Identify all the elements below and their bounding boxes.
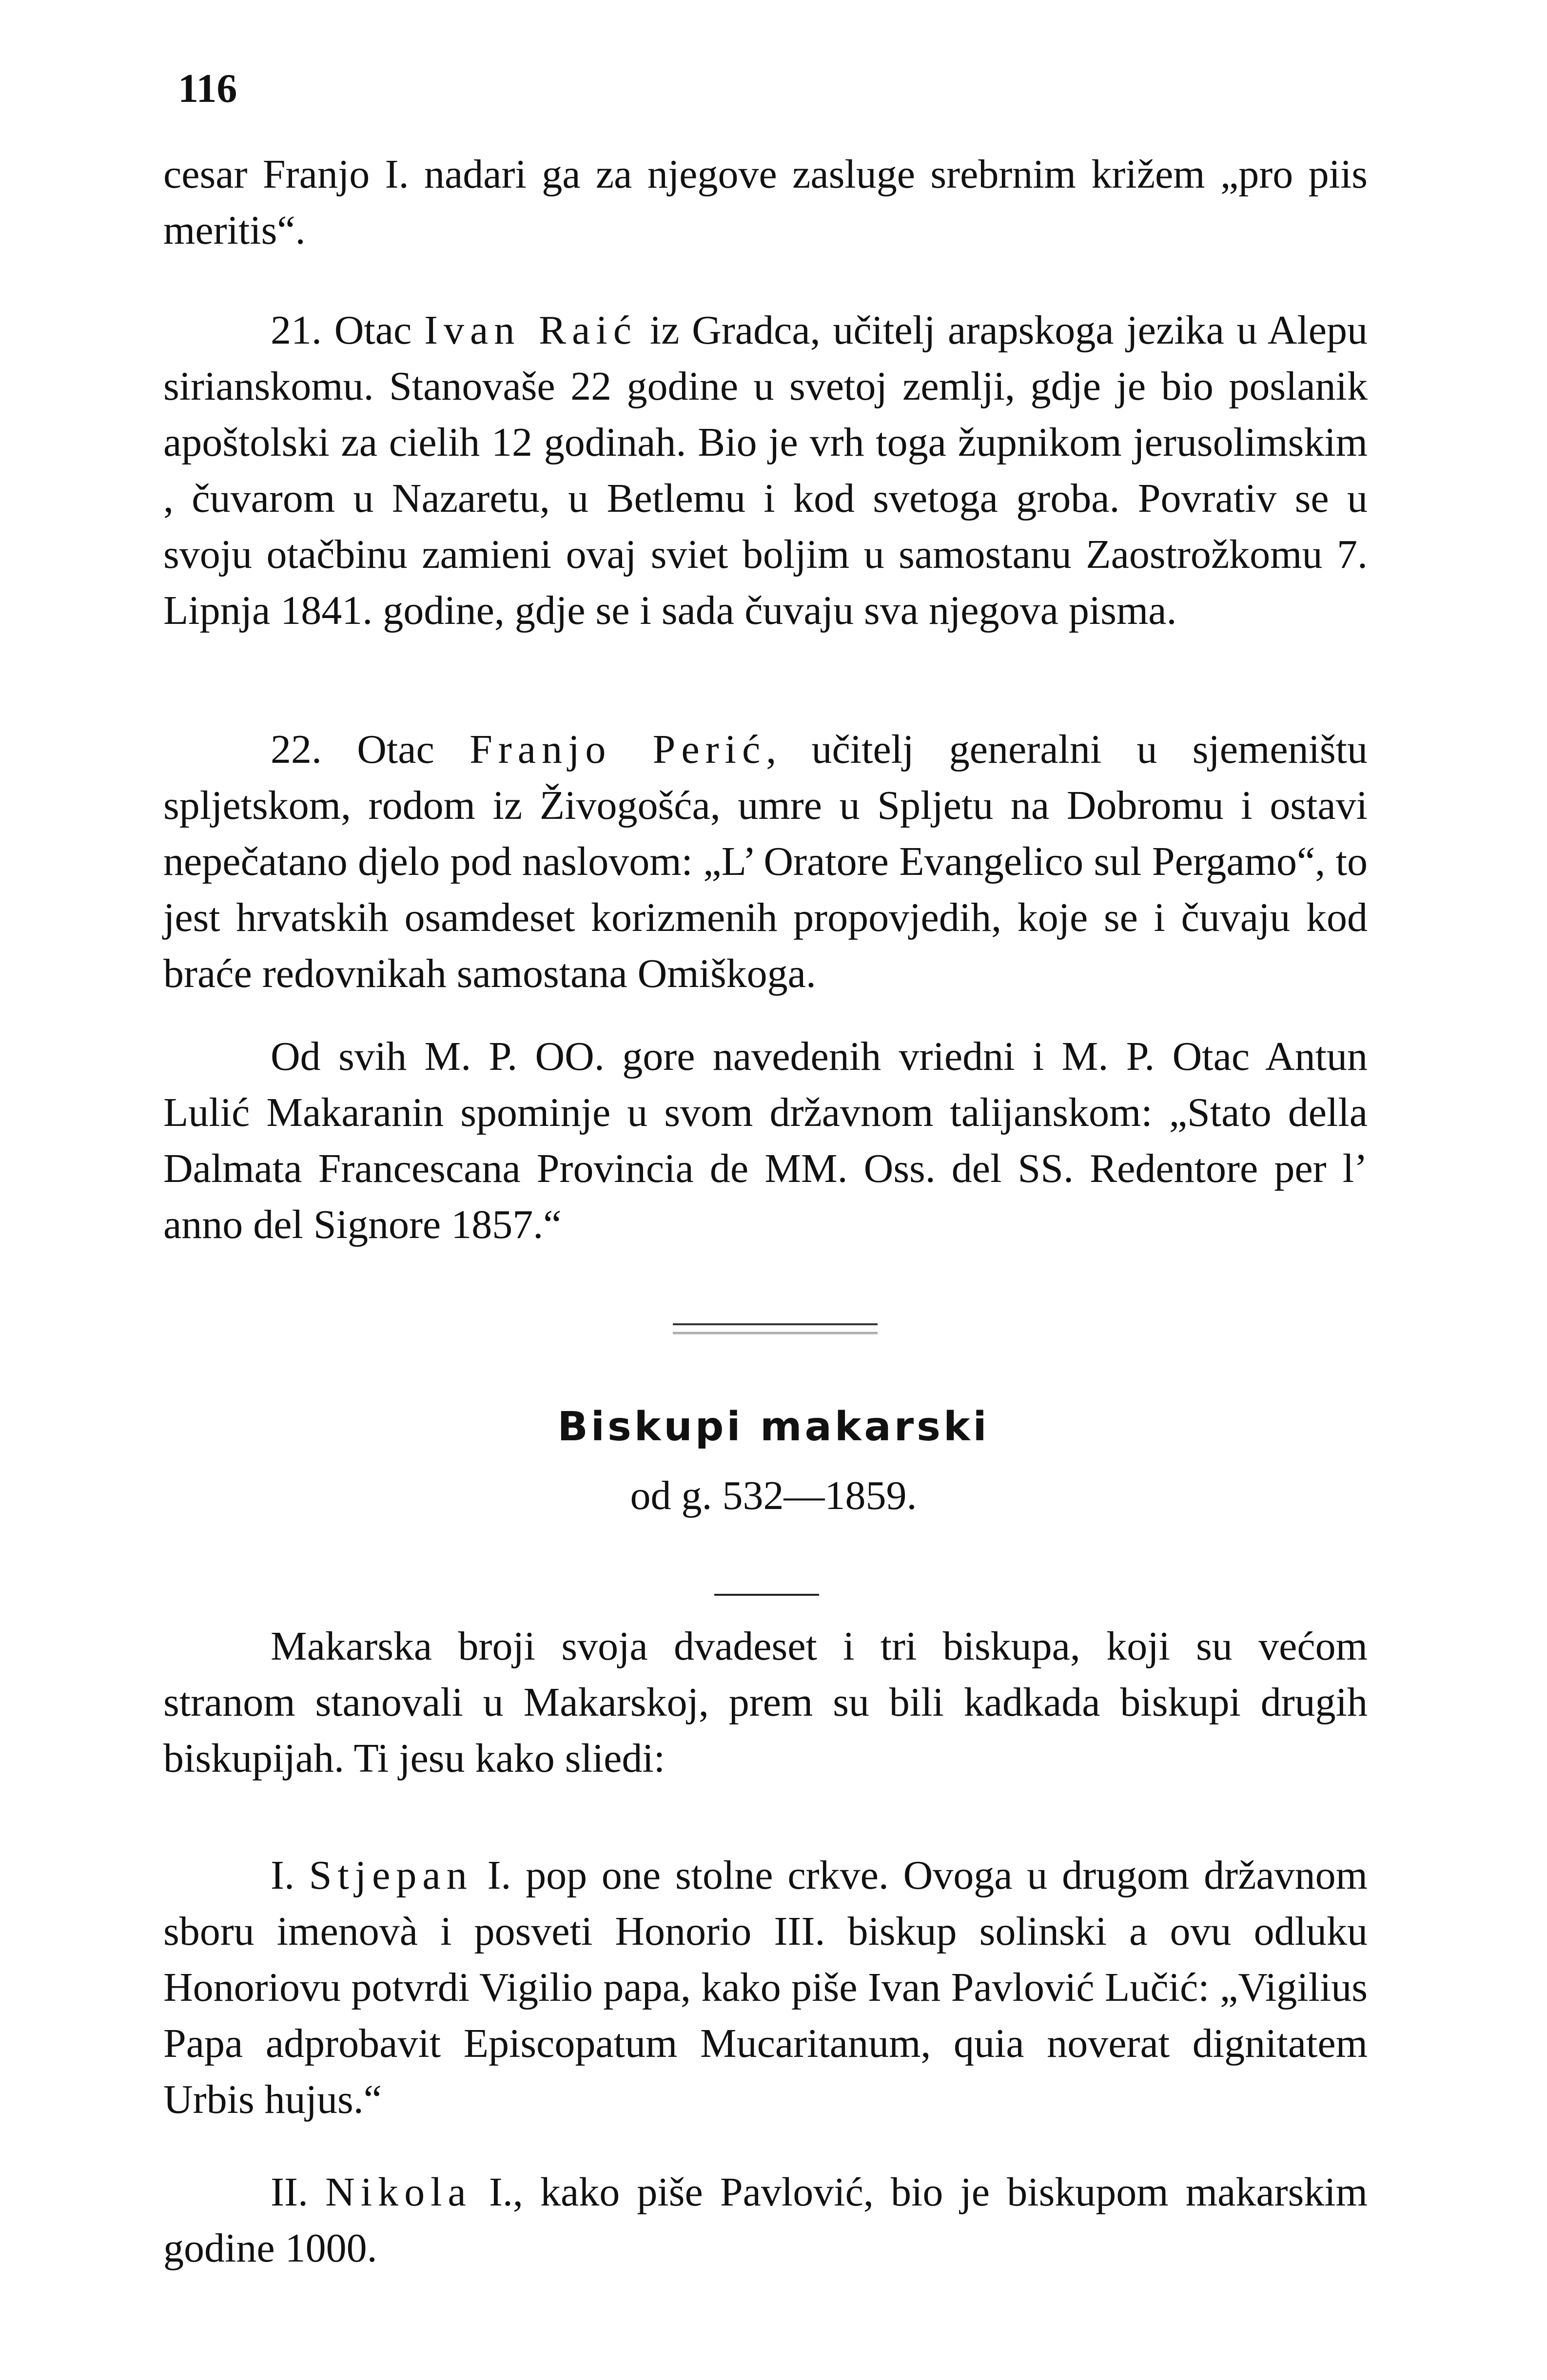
paragraph-text: Makarska broji svoja dvadeset i tri biskupa, koji su većom stranom stanovali u Makarskoj, prem su bili kadkada biskupi drugih biskupijah. Ti jesu kako sliedi: xyxy=(163,1624,1368,1781)
entry-number: II. xyxy=(271,2169,326,2215)
section-subtitle: od g. 532—1859. xyxy=(630,1473,917,1518)
entry-name: Franjo Perić xyxy=(470,727,766,772)
entry-21 xyxy=(163,302,1368,639)
entry-number: I. xyxy=(271,1853,309,1898)
entry-22 xyxy=(163,721,1368,1002)
entry-number: 22. Otac xyxy=(271,727,470,772)
entry-text: , učitelj generalni u sjemeništu spljetskom, rodom iz Živogošća, umre u Spljetu na Dobromu i ostavi nepečatano djelo pod naslovom: „L’ Oratore Evangelico sul Pergamo“, to jest hrvatskih osamdeset korizmenih propovjedih, koje se i čuvaju kod braće redovnikah samostana Omiškoga. xyxy=(163,727,1368,996)
ornamental-divider xyxy=(673,1323,878,1334)
entry-text: I., kako piše Pavlović, bio je biskupom makarskim godine 1000. xyxy=(163,2169,1368,2271)
entry-name: Stjepan xyxy=(309,1853,473,1898)
entry-name: Nikola xyxy=(325,2169,472,2215)
entry-number: 21. Otac xyxy=(271,308,425,353)
bishop-entry-1 xyxy=(163,1847,1368,2128)
entry-name: Ivan Raić xyxy=(424,308,638,353)
paragraph-od-svih xyxy=(163,1028,1368,1253)
paragraph-continuation xyxy=(163,146,1368,258)
entry-text: iz Gradca, učitelj arapskoga jezika u Alepu sirianskomu. Stanovaše 22 godine u svetoj zemlji, gdje je bio poslanik apoštolski za cielih 12 godinah. Bio je vrh toga župnikom jerusolimskim , čuvarom u Nazaretu, u Betlemu i kod svetoga groba. Povrativ se u svoju otačbinu zamieni ovaj sviet boljim u samostanu Zaostrožkomu 7. Lipnja 1841. godine, gdje se i sada čuvaju sva njegova pisma. xyxy=(163,308,1368,633)
short-divider xyxy=(714,1594,819,1596)
paragraph-text: Od svih M. P. OO. gore navedenih vriedni i M. P. Otac Antun Lulić Makaranin spominje u svom državnom talijanskom: „Stato della Dalmata Francescana Provincia de MM. Oss. del SS. Redentore per l’ anno del Signore 1857.“ xyxy=(163,1034,1368,1247)
paragraph-makarska xyxy=(163,1618,1368,1786)
entry-text: I. pop one stolne crkve. Ovoga u drugom državnom sboru imenovà i posveti Honorio III. biskup solinski a ovu odluku Honoriovu potvrdi Vigilio papa, kako piše Ivan Pavlović Lučić: „Vigilius Papa adprobavit Episcopatum Mucaritanum, quia noverat dignitatem Urbis hujus.“ xyxy=(163,1853,1368,2122)
section-title: Biskupi makarski xyxy=(557,1404,990,1450)
bishop-entry-2 xyxy=(163,2164,1368,2276)
paragraph-text: cesar Franjo I. nadari ga za njegove zasluge srebrnim križem „pro piis meritis“. xyxy=(163,152,1368,253)
page-number: 116 xyxy=(178,66,237,111)
